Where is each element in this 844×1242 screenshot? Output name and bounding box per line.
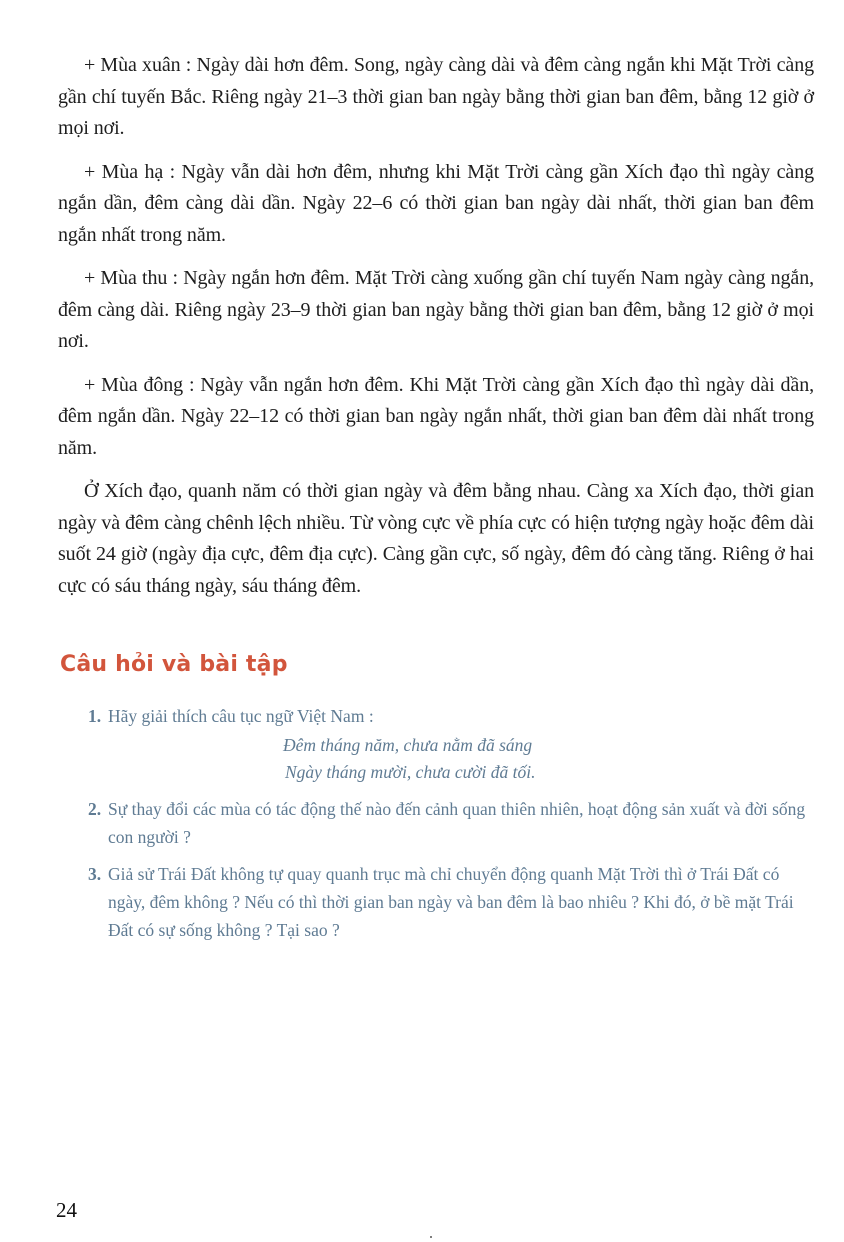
paragraph-summer: + Mùa hạ : Ngày vẫn dài hơn đêm, nhưng khi Mặt Trời càng gần Xích đạo thì ngày càng ngắn dần, đêm càng dài dần. Ngày 22–6 có thời gian ban ngày dài nhất, thời gian ban đêm ngắn nhất trong năm. [58,160,814,246]
question-1 [88,702,816,786]
question-text: Hãy giải thích câu tục ngữ Việt Nam : [108,706,374,726]
proverb [108,732,816,786]
paragraph-autumn: + Mùa thu : Ngày ngắn hơn đêm. Mặt Trời càng xuống gần chí tuyến Nam ngày càng ngắn, đêm càng dài. Riêng ngày 23–9 thời gian ban ngày bằng thời gian ban đêm, bằng 12 giờ ở mọi nơi. [58,267,814,352]
proverb-line: Ngày tháng mười, chưa cười đã tối. [285,762,536,782]
exercise-list [88,702,816,953]
question-number: 2. [88,799,102,819]
question-3 [88,860,816,944]
paragraph-equator: Ở Xích đạo, quanh năm có thời gian ngày và đêm bằng nhau. Càng xa Xích đạo, thời gian ngày và đêm càng chênh lệch nhiều. Từ vòng cực về phía cực có hiện tượng ngày hoặc đêm dài suốt 24 giờ (ngày địa cực, đêm địa cực). Càng gần cực, số ngày, đêm đó càng tăng. Riêng ở hai cực có sáu tháng ngày, sáu tháng đêm. [58,480,814,597]
question-number: 3. [88,864,102,884]
exercises-title: Câu hỏi và bài tập [60,652,288,677]
question-number: 1. [88,706,102,726]
paragraph-spring: + Mùa xuân : Ngày dài hơn đêm. Song, ngày càng dài và đêm càng ngắn khi Mặt Trời càng gần chí tuyến Bắc. Riêng ngày 21–3 thời gian ban ngày bằng thời gian ban đêm, bằng 12 giờ ở mọi nơi. [58,54,814,139]
question-text: Sự thay đổi các mùa có tác động thế nào đến cảnh quan thiên nhiên, hoạt động sản xuất và đời sống con người ? [108,799,806,847]
question-2 [88,795,816,851]
proverb-line: Đêm tháng năm, chưa nằm đã sáng [283,735,533,755]
page-number: 24 [56,1198,77,1222]
scan-dot [430,1236,432,1238]
paragraph-winter: + Mùa đông : Ngày vẫn ngắn hơn đêm. Khi Mặt Trời càng gần Xích đạo thì ngày dài dần, đêm ngắn dần. Ngày 22–12 có thời gian ban ngày ngắn nhất, thời gian ban đêm dài nhất trong năm. [58,373,814,459]
main-text [58,50,814,614]
question-text: Giả sử Trái Đất không tự quay quanh trục mà chỉ chuyển động quanh Mặt Trời thì ở Trái Đất có ngày, đêm không ? Nếu có thì thời gian ban ngày và ban đêm là bao nhiêu ? Khi đó, ở bề mặt Trái Đất có sự sống không ? Tại sao ? [108,864,794,940]
